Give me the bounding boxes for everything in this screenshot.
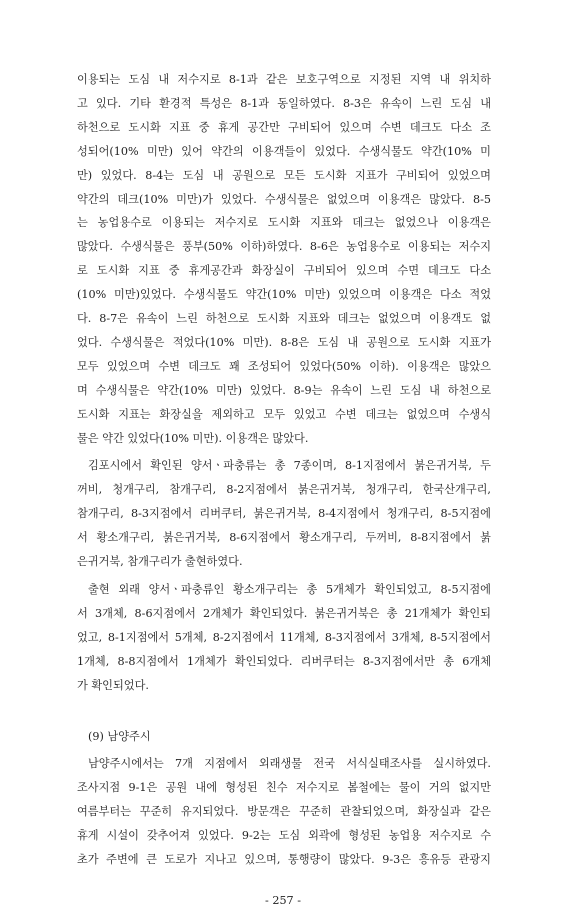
text-line: 이용되는 도심 내 저수지로 8-1과 같은 보호구역으로 지정된 지역 내 위치하 xyxy=(77,73,491,86)
text-line: 도시화 지표는 화장실을 제외하고 모두 있었고 수변 데크는 없었으며 수생식 xyxy=(77,407,491,421)
text-line: 물은 약간 있었다(10% 미만). 이용객은 많았다. xyxy=(77,431,309,445)
text-line: 고 있다. 기타 환경적 특성은 8-1과 동일하였다. 8-3은 유속이 느린 도심 내 xyxy=(77,96,491,110)
text-line: (10% 미만)있었다. 수생식물도 약간(10% 미만) 있었으며 이용객은 다소 적었 xyxy=(77,288,491,302)
section-heading: (9) 남양주시 xyxy=(88,730,151,744)
text-line: 여름부터는 꾸준히 유지되었다. 방문객은 꾸준히 관찰되었으며, 화장실과 같은 xyxy=(77,805,491,819)
page-number: - 257 - xyxy=(264,893,302,907)
text-line: 조사지점 9-1은 공원 내에 형성된 친수 저수지로 봄철에는 물이 거의 없지만 xyxy=(77,781,491,795)
text-line: 로 도시화 지표 중 휴게공간과 화장실이 구비되어 있으며 수면 데크도 다소 xyxy=(77,264,491,278)
text-line: 다. 8-7은 유속이 느린 하천으로 도시화 지표와 데크는 없었으며 이용객도 없 xyxy=(77,312,491,325)
text-line: 휴게 시설이 갖추어져 있었다. 9-2는 도심 외곽에 형성된 농업용 저수지로 수 xyxy=(77,829,491,842)
text-line: 많았다. 수생식물은 풍부(50% 이하)하였다. 8-6은 농업용수로 이용되는 저수지 xyxy=(77,240,491,254)
text-line: 출현 외래 양서ㆍ파충류인 황소개구리는 총 5개체가 확인되었고, 8-5지점에 xyxy=(88,582,491,596)
text-line: 었고, 8-1지점에서 5개체, 8-2지점에서 11개체, 8-3지점에서 3개체, 8-5지점에서 xyxy=(77,630,491,644)
text-line: 서 3개체, 8-6지점에서 2개체가 확인되었다. 붉은귀거북은 총 21개체가 확인되 xyxy=(77,606,491,620)
text-line: 성되어(10% 미만) 있어 약간의 이용객들이 있었다. 수생식물도 약간(10% 미 xyxy=(77,144,491,158)
text-line: 은귀거북, 참개구리가 출현하였다. xyxy=(77,555,243,568)
text-line: 김포시에서 확인된 양서ㆍ파충류는 총 7종이며, 8-1지점에서 붉은귀거북, 두 xyxy=(88,459,491,473)
text-line: 가 확인되었다. xyxy=(77,678,149,692)
text-line: 1개체, 8-8지점에서 1개체가 확인되었다. 리버쿠터는 8-3지점에서만 총 6개체 xyxy=(77,654,491,668)
text-line: 었다. 수생식물은 적었다(10% 미만). 8-8은 도심 내 공원으로 도시화 지표가 xyxy=(77,335,491,349)
text-line: 남양주시에서는 7개 지점에서 외래생물 전국 서식실태조사를 실시하였다. xyxy=(88,757,491,771)
text-line: 만) 있었다. 8-4는 도심 내 공원으로 모든 도시화 지표가 구비되어 있었으며 xyxy=(77,168,491,182)
text-line: 초가 주변에 큰 도로가 지나고 있으며, 통행량이 많았다. 9-3은 흥유등 관광지 xyxy=(77,852,491,866)
text-line: 약간의 데크(10% 미만)가 있었다. 수생식물은 없었으며 이용객은 많았다. 8-5 xyxy=(77,192,491,206)
text-line: 는 농업용수로 이용되는 저수지로 도시화 지표와 데크는 없었으나 이용객은 xyxy=(77,216,491,230)
text-line: 며 수생식물은 약간(10% 미만) 있었다. 8-9는 유속이 느린 도심 내 하천으로 xyxy=(77,383,491,397)
text-line: 서 황소개구리, 붉은귀거북, 8-6지점에서 황소개구리, 두꺼비, 8-8지점에서 붉 xyxy=(77,531,491,545)
text-line: 모두 있었으며 수변 데크도 꽤 조성되어 있었다(50% 이하). 이용객은 많았으 xyxy=(77,359,491,373)
text-line: 꺼비, 청개구리, 참개구리, 8-2지점에서 붉은귀거북, 청개구리, 한국산개구리, xyxy=(77,483,491,497)
text-line: 참개구리, 8-3지점에서 리버쿠터, 붉은귀거북, 8-4지점에서 청개구리, 8-5지점에 xyxy=(77,507,491,521)
text-line: 하천으로 도시화 지표 중 휴게 공간만 구비되어 있으며 수변 데크도 다소 조 xyxy=(77,120,491,134)
